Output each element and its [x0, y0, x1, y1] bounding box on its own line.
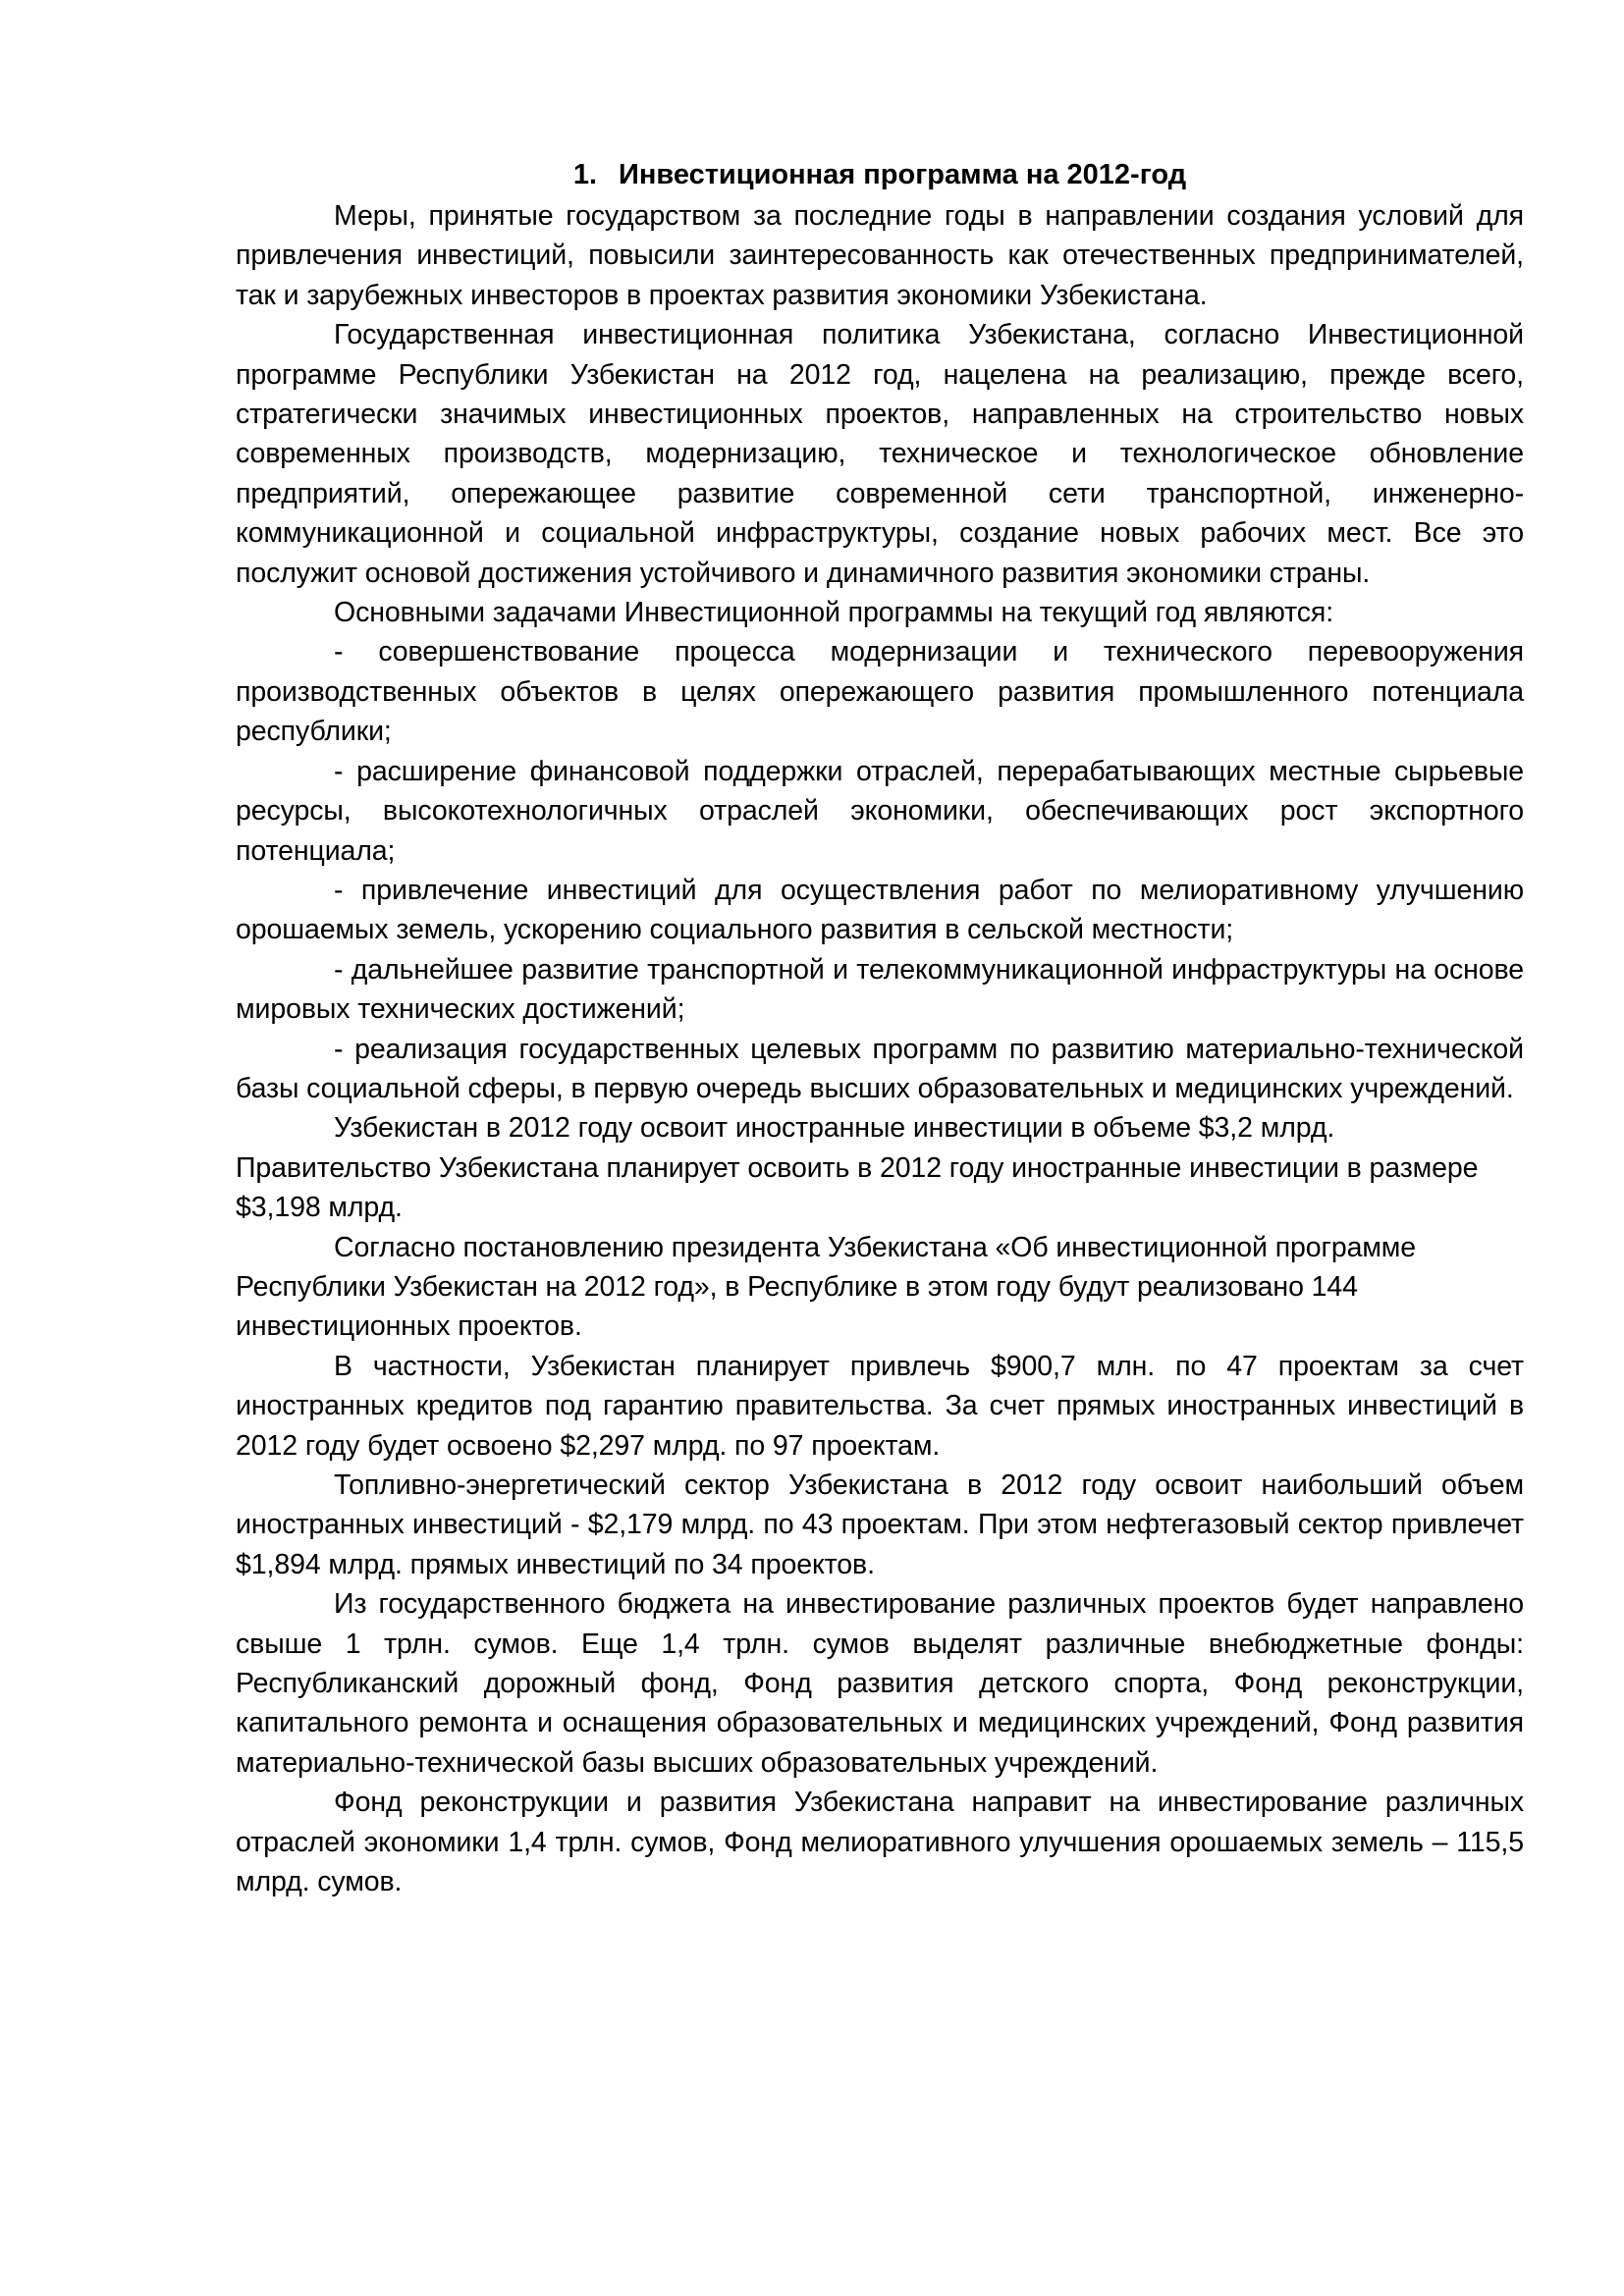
- paragraph-list: [236, 196, 1524, 1901]
- paragraph: Топливно-энергетический сектор Узбекистана в 2012 году освоит наибольший объем иностранных инвестиций - $2,179 млрд. по 43 проектам. При этом нефтегазовый сектор привлечет $1,894 млрд. прямых инвестиций по 34 проектов.: [236, 1469, 1524, 1580]
- paragraph: Узбекистан в 2012 году освоит иностранные инвестиции в объеме $3,2 млрд. Правительство Узбекистана планирует освоить в 2012 году иностранные инвестиции в размере $3,198 млрд.: [236, 1112, 1479, 1224]
- section-heading: [236, 155, 1524, 194]
- paragraph: Из государственного бюджета на инвестирование различных проектов будет направлено свыше 1 трлн. сумов. Еще 1,4 трлн. сумов выделят различные внебюджетные фонды: Республиканский дорожный фонд, Фонд развития детского спорта, Фонд реконструкции, капитального ремонта и оснащения образовательных и медицинских учреждений, Фонд развития материально-технической базы высших образовательных учреждений.: [236, 1588, 1524, 1779]
- list-item: - привлечение инвестиций для осуществления работ по мелиоративному улучшению орошаемых земель, ускорению социального развития в сельской местности;: [236, 874, 1524, 946]
- section-number: 1.: [572, 159, 598, 190]
- list-item: - совершенствование процесса модернизации и технического перевооружения производственных объектов в целях опережающего развития промышленного потенциала республики;: [236, 636, 1524, 748]
- document-body: [236, 155, 1524, 1901]
- list-item: - реализация государственных целевых программ по развитию материально-технической базы социальной сферы, в первую очередь высших образовательных и медицинских учреждений.: [236, 1033, 1524, 1104]
- paragraph: Согласно постановлению президента Узбекистана «Об инвестиционной программе Республики Узбекистан на 2012 год», в Республике в этом году будут реализовано 144 инвестиционных проектов.: [236, 1231, 1417, 1343]
- paragraph: Меры, принятые государством за последние годы в направлении создания условий для привлечения инвестиций, повысили заинтересованность как отечественных предпринимателей, так и зарубежных инвесторов в проектах развития экономики Узбекистана.: [236, 200, 1524, 311]
- paragraph: Фонд реконструкции и развития Узбекистана направит на инвестирование различных отраслей экономики 1,4 трлн. сумов, Фонд мелиоративного улучшения орошаемых земель – 115,5 млрд. сумов.: [236, 1787, 1524, 1898]
- paragraph: Государственная инвестиционная политика Узбекистана, согласно Инвестиционной программе Республики Узбекистан на 2012 год, нацелена на реализацию, прежде всего, стратегически значимых инвестиционных проектов, направленных на строительство новых современных производств, модернизацию, техническое и технологическое обновление предприятий, опережающее развитие современной сети транспортной, инженерно-коммуникационной и социальной инфраструктуры, создание новых рабочих мест. Все это послужит основой достижения устойчивого и динамичного развития экономики страны.: [236, 319, 1524, 589]
- list-item: - расширение финансовой поддержки отраслей, перерабатывающих местные сырьевые ресурсы, высокотехнологичных отраслей экономики, обеспечивающих рост экспортного потенциала;: [236, 755, 1524, 867]
- list-item: - дальнейшее развитие транспортной и телекоммуникационной инфраструктуры на основе мировых технических достижений;: [236, 953, 1524, 1026]
- paragraph: В частности, Узбекистан планирует привлечь $900,7 млн. по 47 проектам за счет иностранных кредитов под гарантию правительства. За счет прямых иностранных инвестиций в 2012 году будет освоено $2,297 млрд. по 97 проектам.: [236, 1350, 1524, 1462]
- paragraph: Основными задачами Инвестиционной программы на текущий год являются:: [334, 597, 1334, 629]
- section-title: Инвестиционная программа на 2012-год: [619, 159, 1187, 190]
